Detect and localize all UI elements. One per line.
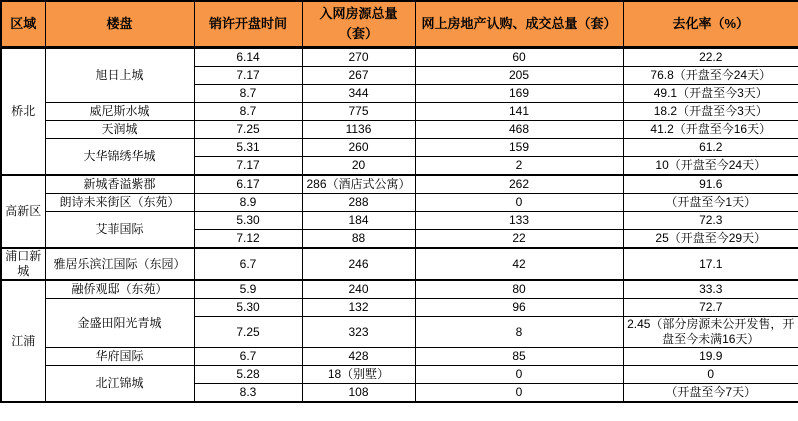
- building-cell: 旭日上城: [45, 48, 194, 103]
- table-row: [1, 194, 798, 212]
- absorption-rate-cell: 72.3: [623, 212, 798, 230]
- open-date-cell: 6.14: [194, 48, 302, 67]
- deals-cell: 42: [415, 248, 623, 280]
- deals-cell: 159: [415, 139, 623, 157]
- region-cell: 桥北: [1, 48, 45, 176]
- open-date-cell: 7.25: [194, 317, 302, 348]
- table-row: [1, 175, 798, 194]
- deals-cell: 85: [415, 348, 623, 366]
- deals-cell: 205: [415, 67, 623, 85]
- table-row: [1, 366, 798, 384]
- absorption-rate-cell: 18.2（开盘至今3天）: [623, 103, 798, 121]
- column-header-absorption-rate: 去化率（%）: [623, 1, 798, 48]
- deals-cell: 141: [415, 103, 623, 121]
- region-cell: 浦口新城: [1, 248, 45, 280]
- total-units-cell: 344: [302, 85, 415, 103]
- table-row: [1, 212, 798, 230]
- region-cell: 高新区: [1, 175, 45, 248]
- open-date-cell: 6.7: [194, 348, 302, 366]
- open-date-cell: 8.9: [194, 194, 302, 212]
- column-header-total-units: 入网房源总量（套）: [302, 1, 415, 48]
- deals-cell: 468: [415, 121, 623, 139]
- column-header-building: 楼盘: [45, 1, 194, 48]
- header-row: [1, 1, 798, 48]
- total-units-cell: 20: [302, 157, 415, 176]
- total-units-cell: 18（别墅）: [302, 366, 415, 384]
- open-date-cell: 5.9: [194, 280, 302, 299]
- table-row: [1, 248, 798, 280]
- total-units-cell: 288: [302, 194, 415, 212]
- total-units-cell: 286（酒店式公寓）: [302, 175, 415, 194]
- absorption-rate-cell: （开盘至今1天）: [623, 194, 798, 212]
- region-cell: 江浦: [1, 280, 45, 402]
- deals-cell: 0: [415, 194, 623, 212]
- open-date-cell: 6.7: [194, 248, 302, 280]
- open-date-cell: 5.30: [194, 212, 302, 230]
- total-units-cell: 775: [302, 103, 415, 121]
- absorption-rate-cell: 91.6: [623, 175, 798, 194]
- deals-cell: 96: [415, 299, 623, 317]
- deals-cell: 0: [415, 384, 623, 403]
- deals-cell: 262: [415, 175, 623, 194]
- absorption-rate-cell: 33.3: [623, 280, 798, 299]
- absorption-rate-cell: 0: [623, 366, 798, 384]
- total-units-cell: 323: [302, 317, 415, 348]
- total-units-cell: 132: [302, 299, 415, 317]
- building-cell: 新城香溢紫郡: [45, 175, 194, 194]
- total-units-cell: 270: [302, 48, 415, 67]
- deals-cell: 80: [415, 280, 623, 299]
- open-date-cell: 7.17: [194, 67, 302, 85]
- deals-cell: 2: [415, 157, 623, 176]
- open-date-cell: 7.17: [194, 157, 302, 176]
- total-units-cell: 1136: [302, 121, 415, 139]
- building-cell: 北江锦城: [45, 366, 194, 403]
- total-units-cell: 184: [302, 212, 415, 230]
- open-date-cell: 8.7: [194, 85, 302, 103]
- absorption-rate-cell: 41.2（开盘至今16天）: [623, 121, 798, 139]
- building-cell: 威尼斯水城: [45, 103, 194, 121]
- building-cell: 艾菲国际: [45, 212, 194, 249]
- open-date-cell: 7.12: [194, 230, 302, 249]
- absorption-rate-cell: 49.1（开盘至今3天）: [623, 85, 798, 103]
- total-units-cell: 260: [302, 139, 415, 157]
- total-units-cell: 428: [302, 348, 415, 366]
- building-cell: 金盛田阳光青城: [45, 299, 194, 348]
- total-units-cell: 246: [302, 248, 415, 280]
- absorption-rate-cell: 72.7: [623, 299, 798, 317]
- total-units-cell: 267: [302, 67, 415, 85]
- total-units-cell: 108: [302, 384, 415, 403]
- table-row: [1, 348, 798, 366]
- deals-cell: 8: [415, 317, 623, 348]
- table-row: [1, 48, 798, 67]
- open-date-cell: 6.17: [194, 175, 302, 194]
- open-date-cell: 8.3: [194, 384, 302, 403]
- table-row: [1, 121, 798, 139]
- building-cell: 华府国际: [45, 348, 194, 366]
- building-cell: 雅居乐滨江国际（东园）: [45, 248, 194, 280]
- table-row: [1, 139, 798, 157]
- deals-cell: 0: [415, 366, 623, 384]
- absorption-rate-cell: 17.1: [623, 248, 798, 280]
- absorption-rate-cell: 10（开盘至今24天）: [623, 157, 798, 176]
- building-cell: 天润城: [45, 121, 194, 139]
- absorption-rate-cell: 2.45（部分房源未公开发售，开盘至今未满16天）: [623, 317, 798, 348]
- absorption-rate-cell: 19.9: [623, 348, 798, 366]
- absorption-rate-cell: 22.2: [623, 48, 798, 67]
- column-header-region: 区域: [1, 1, 45, 48]
- absorption-rate-cell: 61.2: [623, 139, 798, 157]
- building-cell: 大华锦绣华城: [45, 139, 194, 176]
- open-date-cell: 5.30: [194, 299, 302, 317]
- deals-cell: 60: [415, 48, 623, 67]
- open-date-cell: 5.28: [194, 366, 302, 384]
- open-date-cell: 8.7: [194, 103, 302, 121]
- deals-cell: 169: [415, 85, 623, 103]
- absorption-rate-cell: （开盘至今7天）: [623, 384, 798, 403]
- open-date-cell: 7.25: [194, 121, 302, 139]
- open-date-cell: 5.31: [194, 139, 302, 157]
- deals-cell: 22: [415, 230, 623, 249]
- total-units-cell: 240: [302, 280, 415, 299]
- building-cell: 朗诗未来街区（东苑）: [45, 194, 194, 212]
- building-cell: 融侨观邸（东苑）: [45, 280, 194, 299]
- column-header-open-date: 销许开盘时间: [194, 1, 302, 48]
- column-header-deals: 网上房地产认购、成交总量（套）: [415, 1, 623, 48]
- table-row: [1, 280, 798, 299]
- table-row: [1, 103, 798, 121]
- absorption-rate-cell: 76.8（开盘至今24天）: [623, 67, 798, 85]
- table-row: [1, 299, 798, 317]
- total-units-cell: 88: [302, 230, 415, 249]
- absorption-rate-cell: 25（开盘至今29天）: [623, 230, 798, 249]
- deals-cell: 133: [415, 212, 623, 230]
